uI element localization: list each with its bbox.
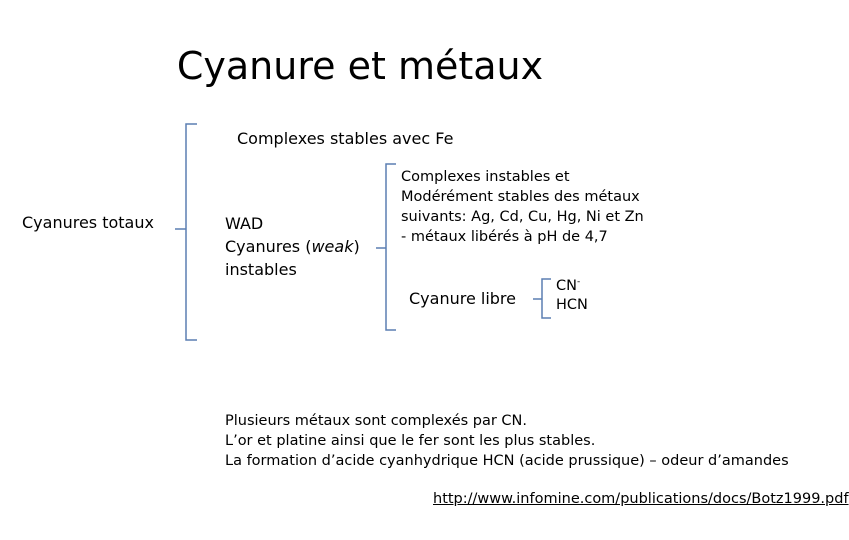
wad-line-2 <box>225 235 360 258</box>
cn-ion-label <box>556 277 580 294</box>
unstable-line-2: Modérément stables des métaux <box>401 189 640 205</box>
unstable-line-4: - métaux libérés à pH de 4,7 <box>401 229 608 245</box>
stable-complexes-label: Complexes stables avec Fe <box>237 129 454 148</box>
wad-line-1: WAD <box>225 214 264 233</box>
wad-weak: weak <box>311 237 354 256</box>
cn-base: CN <box>556 278 577 294</box>
unstable-line-3: suivants: Ag, Cd, Cu, Hg, Ni et Zn <box>401 209 644 225</box>
free-cyanide-label: Cyanure libre <box>409 289 516 308</box>
brace-wad <box>376 164 396 330</box>
hcn-label: HCN <box>556 297 588 313</box>
wad-line-3: instables <box>225 260 297 279</box>
notes-block <box>225 411 789 471</box>
note-line-3: La formation d’acide cyanhydrique HCN (acide prussique) – odeur d’amandes <box>225 453 789 469</box>
unstable-complexes-text <box>401 167 644 247</box>
reference-link[interactable]: http://www.infomine.com/publications/docs/Botz1999.pdf <box>433 491 849 507</box>
wad-suffix: ) <box>353 237 360 256</box>
slide-title: Cyanure et métaux <box>176 44 544 88</box>
brace-cn <box>533 279 551 318</box>
note-line-1: Plusieurs métaux sont complexés par CN. <box>225 413 528 429</box>
wad-label <box>225 212 360 281</box>
brace-total <box>175 124 197 340</box>
unstable-line-1: Complexes instables et <box>401 169 570 185</box>
note-line-2: L’or et platine ainsi que le fer sont les plus stables. <box>225 433 596 449</box>
total-cyanides-label: Cyanures totaux <box>22 213 154 232</box>
cn-charge: - <box>576 277 581 287</box>
wad-prefix: Cyanures ( <box>225 237 312 256</box>
